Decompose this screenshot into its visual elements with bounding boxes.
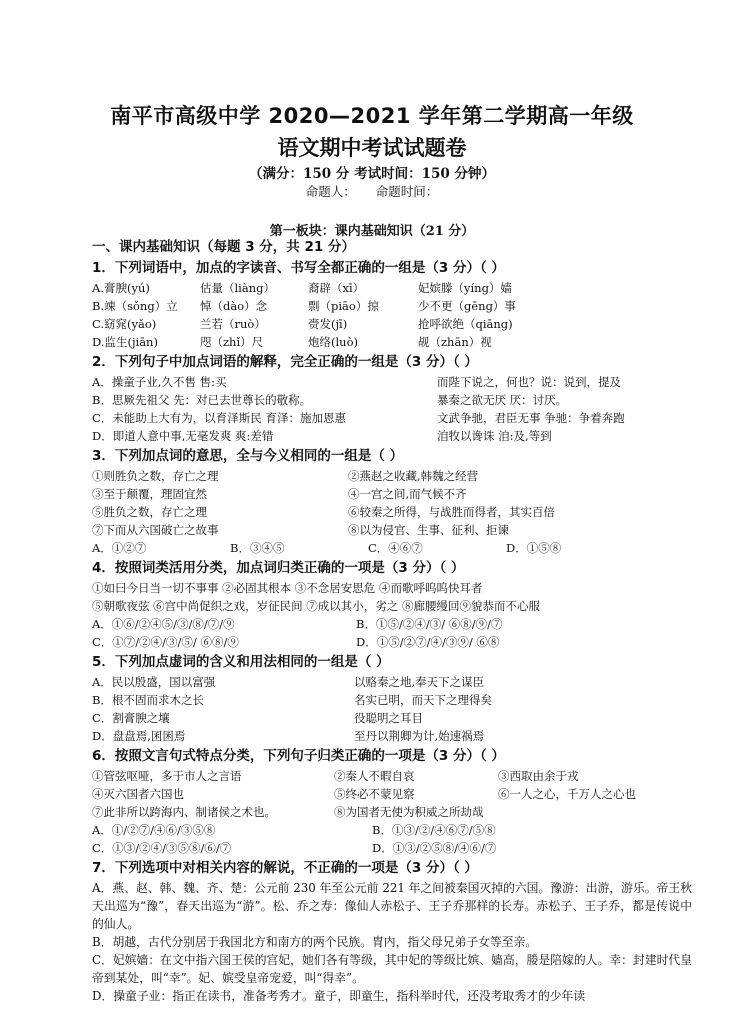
q5-row — [92, 673, 692, 691]
q5-cell: 至丹以荆卿为计,始速祸焉 — [354, 729, 485, 743]
q3-row — [92, 521, 692, 539]
exam-content — [92, 238, 692, 1005]
q1-cell: 裔辟（xī） — [308, 281, 365, 295]
q2-cell: 暴秦之欲无厌 厌：讨厌。 — [437, 393, 568, 407]
q6-options — [92, 821, 692, 839]
q4-row — [92, 597, 692, 615]
q3-cell: ④一宫之间,而气候不齐 — [348, 487, 467, 501]
q6-row — [92, 785, 692, 803]
q3-cell: ⑥较秦之所得，与战胜而得者，其实百倍 — [348, 505, 555, 519]
q4-options — [92, 633, 692, 651]
q1-cell: 赍发(jī) — [308, 317, 348, 331]
q2-row-a — [92, 373, 692, 391]
q1-cell: 咫（zhǐ）尺 — [200, 335, 264, 349]
q1-cell: 兰若（ruò） — [200, 317, 266, 331]
question-1-stem: 1．下列词语中，加点的字读音、书写全都正确的一组是（3 分）（ ） — [92, 260, 505, 276]
q2-cell: C．未能助上大有为，以育泽斯民 育泽：施加恩惠 — [92, 411, 346, 425]
section-heading: 一、课内基础知识（每题 3 分，共 21 分） — [92, 239, 355, 255]
q4-items: ①如曰今日当一切不事事 ②必固其根本 ③不念居安思危 ④而歌呼呜呜快耳者 — [92, 581, 483, 595]
q5-row — [92, 727, 692, 745]
question-3-stem: 3．下列加点词的意思，全与今义相同的一组是（ ） — [92, 448, 404, 464]
q6-cell: ①管弦呕哑，多于市人之言语 — [92, 769, 242, 783]
q5-cell: C．割膏腴之壤 — [92, 711, 170, 725]
q4-option: D．①⑤/②⑦/④/③⑨/ ⑥⑧ — [356, 635, 500, 649]
q1-cell: C.窈窕(yǎo) — [92, 317, 157, 331]
q6-cell: ③西取由余于戎 — [498, 769, 579, 783]
q1-cell: 剽（piāo）掠 — [308, 299, 379, 313]
q6-option: B．①③/②/④⑥⑦/⑤⑧ — [372, 823, 496, 837]
q6-row — [92, 803, 692, 821]
q3-option: A．①②⑦ — [92, 541, 147, 555]
q2-cell: B．思厥先祖父 先：对已去世尊长的敬称。 — [92, 393, 312, 407]
q3-cell: ②燕赵之收藏,韩魏之经营 — [348, 469, 479, 483]
q7-option-b: B．胡越，古代分别居于我国北方和南方的两个民族。胄内，指父母兄弟子女等至亲。 — [92, 935, 538, 949]
q2-cell: 文武争驰，君臣无事 争驰：争着奔跑 — [437, 411, 625, 425]
q2-cell: 洎牧以谗诛 洎:及,等到 — [437, 429, 552, 443]
q6-cell: ⑥一人之心，千万人之心也 — [498, 787, 636, 801]
q1-cell: 抢呼欲绝（qiāng) — [418, 317, 513, 331]
exam-subtitle: 语文期中考试试题卷 — [277, 136, 467, 160]
q4-options — [92, 615, 692, 633]
q1-row-a — [92, 279, 692, 297]
q2-row-c — [92, 409, 692, 427]
q3-option: D．①⑤⑧ — [506, 541, 562, 555]
q3-row — [92, 503, 692, 521]
q1-cell: 觇（zhān）视 — [418, 335, 492, 349]
q5-cell: 以赂秦之地,奉天下之谋臣 — [354, 675, 485, 689]
q1-cell: 少不更（gēng）事 — [418, 299, 516, 313]
q4-row — [92, 579, 692, 597]
q1-row-b — [92, 297, 692, 315]
q6-row — [92, 767, 692, 785]
q6-cell: ⑧为国者无使为积威之所劫哉 — [334, 805, 484, 819]
q5-cell: 役聪明之耳目 — [354, 711, 423, 725]
q7-option-c: C．妃嫔嫱：在文中指六国王侯的宫妃，她们各有等级，其中妃的等级比嫔、嫱高，媵是陪嫁的人。幸：封建时代皇帝到某处，叫“幸”。妃、嫔受皇帝宠爱，叫“得幸”。 — [92, 953, 692, 985]
q6-cell: ②秦人不暇自哀 — [334, 769, 415, 783]
q1-row-d — [92, 333, 692, 351]
block-title: 第一板块：课内基础知识（21 分） — [269, 224, 475, 239]
q3-row — [92, 485, 692, 503]
q6-cell: ⑦此非所以跨海内、制诸侯之术也。 — [92, 805, 276, 819]
exam-title: 南平市高级中学 2020—2021 学年第二学期高一年级 — [110, 104, 634, 128]
q3-option: B．③④⑤ — [230, 541, 285, 555]
question-6-stem: 6．按照文言句式特点分类，下列句子归类正确的一项是（3 分）（ ） — [92, 748, 505, 764]
q1-cell: B.竦（sǒng）立 — [92, 299, 178, 313]
question-7-stem: 7．下列选项中对相关内容的解说，不正确的一项是（3 分）（ ） — [92, 860, 478, 876]
q3-cell: ⑦下而从六国破亡之故事 — [92, 523, 219, 537]
q3-cell: ⑧以为侵官、生事、征利、拒谏 — [348, 523, 509, 537]
q2-cell: 而陛下说之，何也？说：说到，提及 — [437, 375, 621, 389]
q5-row — [92, 691, 692, 709]
q4-option: B．①⑤/②④/③/ ⑥⑧/⑨/⑦ — [356, 617, 503, 631]
q6-cell: ⑤终必不蒙见察 — [334, 787, 415, 801]
q6-option: C．①③/②④/③⑤⑧/⑥/⑦ — [92, 841, 232, 855]
q3-cell: ①则胜负之数，存亡之理 — [92, 469, 219, 483]
author-label: 命题人： — [305, 184, 356, 199]
q1-cell: D.监生(jiān) — [92, 335, 158, 349]
q6-option: A．①/②⑦/④⑥/③⑤⑧ — [92, 823, 216, 837]
q3-options — [92, 539, 692, 557]
time-label: 命题时间： — [375, 184, 439, 199]
q4-option: A．①⑥/②④⑤/③/⑧/⑦/⑨ — [92, 617, 235, 631]
author-line — [0, 182, 744, 200]
q5-row — [92, 709, 692, 727]
exam-meta: （满分：150 分 考试时间：150 分钟） — [249, 166, 495, 182]
q3-option: C．④⑥⑦ — [368, 541, 423, 555]
q2-row-b — [92, 391, 692, 409]
question-4-stem: 4．按照词类活用分类，加点词归类正确的一项是（3 分）（ ） — [92, 560, 465, 576]
q6-options — [92, 839, 692, 857]
q1-cell: 炮络(luò) — [308, 335, 358, 349]
q1-cell: 估量（liàng） — [200, 281, 275, 295]
question-5-stem: 5．下列加点虚词的含义和用法相同的一组是（ ） — [92, 654, 390, 670]
q1-row-c — [92, 315, 692, 333]
q5-cell: 名实已明，而天下之理得矣 — [354, 693, 492, 707]
q4-option: C．①⑦/②④/③/⑤/ ⑥⑧/⑨ — [92, 635, 239, 649]
q2-row-d — [92, 427, 692, 445]
q6-cell: ④灭六国者六国也 — [92, 787, 184, 801]
q7-option-a: A．燕、赵、韩、魏、齐、楚：公元前 230 年至公元前 221 年之间被秦国灭掉的六国。豫游：出游，游乐。帝王秋天出巡为“豫”，春天出巡为“游”。松、乔之寿：像仙人赤松子、王子乔那样的长寿。赤松子、王子乔，都是传说中的仙人。 — [92, 881, 692, 931]
q2-cell: A．操童子业,久不售 售:买 — [92, 375, 227, 389]
q2-cell: D．即道人意中事,无毫发爽 爽:差错 — [92, 429, 274, 443]
q3-cell: ⑤胜负之数，存亡之理 — [92, 505, 207, 519]
question-2-stem: 2．下列句子中加点词语的解释，完全正确的一组是（3 分）（ ） — [92, 354, 478, 370]
q1-cell: 妃嫔滕（yíng）嫱 — [418, 281, 512, 295]
q5-cell: B．根不固而求木之长 — [92, 693, 204, 707]
q7-option-d: D．操童子业：指正在读书，准备考秀才。童子，即童生，指科举时代，还没考取秀才的少年读 — [92, 989, 586, 1003]
q1-cell: A.膏腴(yú) — [92, 281, 150, 295]
q3-row — [92, 467, 692, 485]
q1-cell: 悼（dào）念 — [200, 299, 268, 313]
q4-items: ⑤朝歌夜弦 ⑥宫中尚促织之戏，岁征民间 ⑦成以其小，劣之 ⑧廊腰缦回⑨貌恭而不心服 — [92, 599, 540, 613]
q6-option: D．①③/②⑤⑧/④⑥/⑦ — [372, 841, 497, 855]
q3-cell: ③至于颠覆，理固宜然 — [92, 487, 207, 501]
q5-cell: D．盘盘焉,囷囷焉 — [92, 729, 186, 743]
q5-cell: A．民以殷盛，国以富强 — [92, 675, 216, 689]
